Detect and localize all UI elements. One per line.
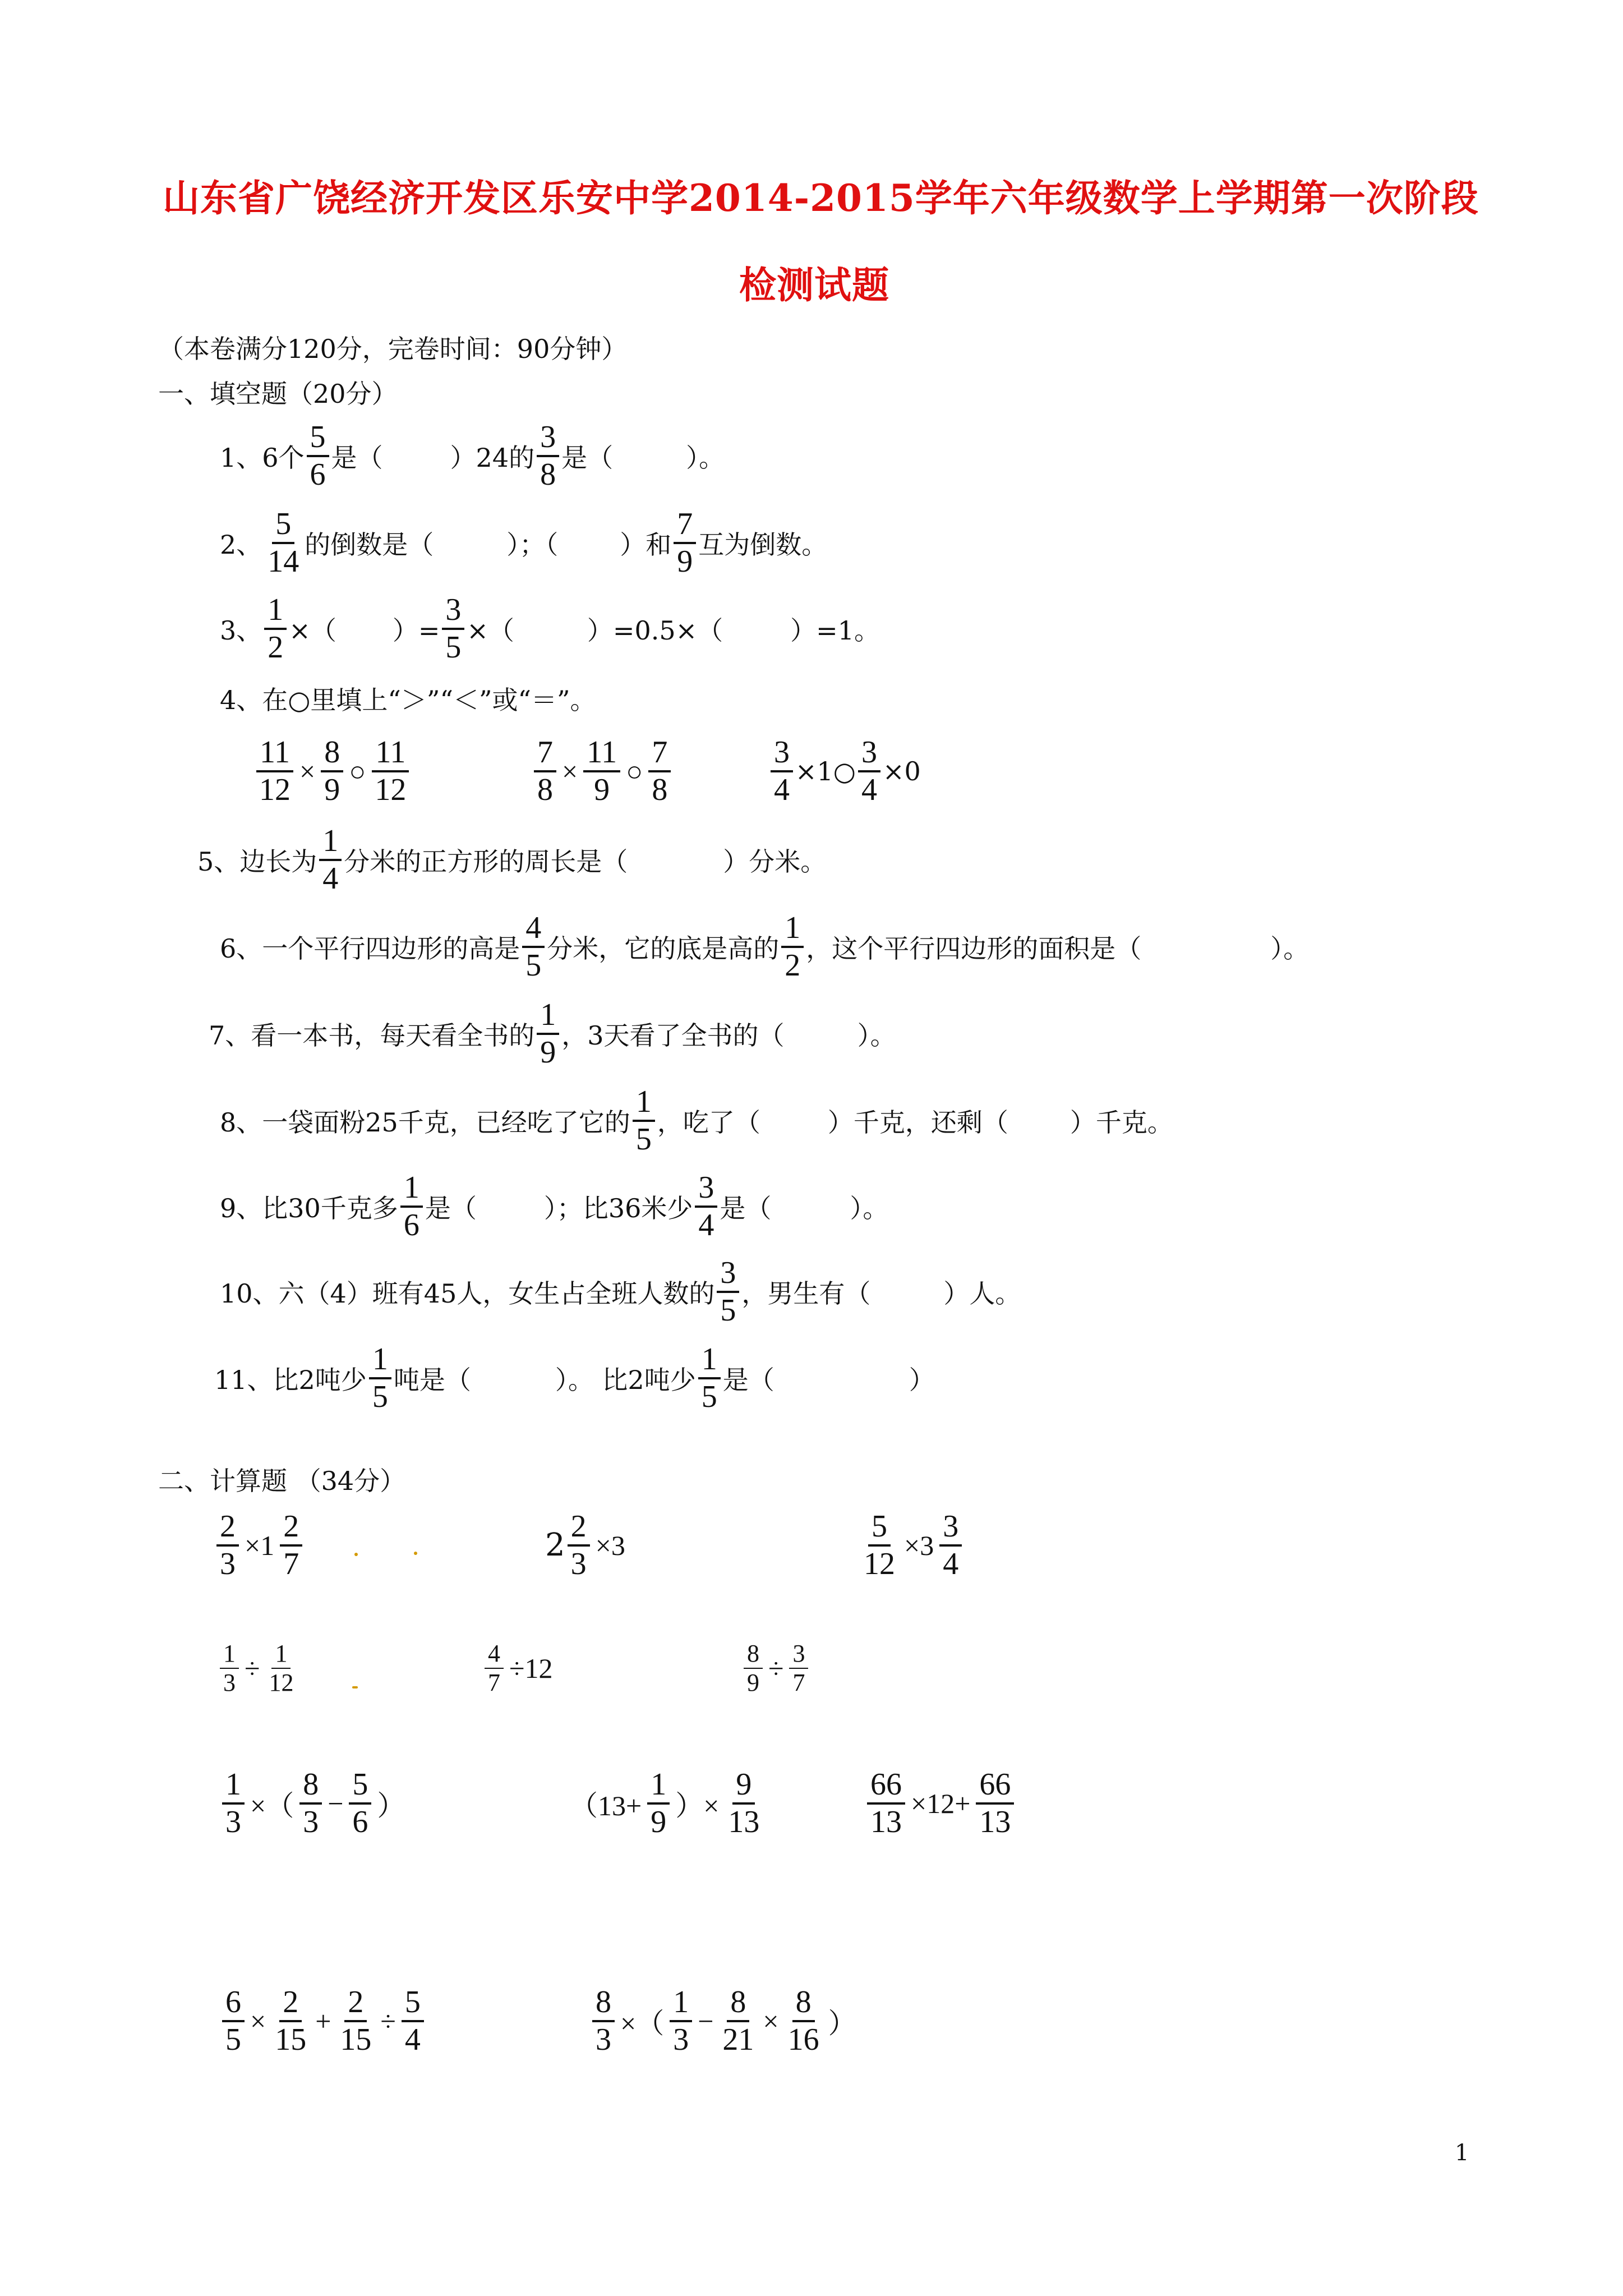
q3-text-e: ）=0.5×（ <box>587 615 723 646</box>
fraction <box>725 1768 763 1839</box>
denominator: 4 <box>774 772 790 807</box>
fraction <box>781 912 804 982</box>
fraction <box>402 1986 424 2056</box>
denominator: 4 <box>698 1207 714 1243</box>
fraction <box>789 1641 808 1696</box>
q6-text-a: 6、一个平行四边形的高是 <box>220 933 520 964</box>
fraction <box>220 1641 239 1696</box>
fraction <box>485 1641 504 1696</box>
q9-text-e: ）。 <box>850 1193 889 1223</box>
numerator: 2 <box>216 1510 239 1547</box>
denominator: 7 <box>792 1669 805 1697</box>
operator: ÷ <box>380 2005 396 2037</box>
q6-text-d: ）。 <box>1270 933 1310 964</box>
fraction <box>222 1986 245 2056</box>
question-11 <box>214 1343 935 1414</box>
numerator: 1 <box>271 1641 291 1669</box>
numerator: 8 <box>744 1641 763 1669</box>
numerator: 5 <box>307 421 329 457</box>
denominator: 12 <box>375 772 407 807</box>
numerator: 1 <box>264 593 287 630</box>
numerator: 3 <box>442 593 464 630</box>
numerator: 2 <box>568 1510 590 1547</box>
open-paren: （13+ <box>570 1789 642 1821</box>
operator: ×3 <box>904 1529 934 1561</box>
numerator: 8 <box>792 1986 815 2022</box>
numerator: 8 <box>321 736 343 772</box>
title-line-1: 山东省广饶经济开发区乐安中学2014-2015学年六年级数学上学期第一次阶段 <box>163 176 1479 220</box>
stray-dash <box>352 1686 358 1688</box>
fraction <box>336 1986 375 2056</box>
fraction <box>633 1085 655 1156</box>
numerator: 7 <box>534 736 556 772</box>
denominator: 13 <box>728 1804 760 1839</box>
numerator: 2 <box>280 1510 302 1547</box>
fraction <box>534 736 556 807</box>
q2-text-d: ）和 <box>620 529 672 560</box>
calc-11 <box>590 1986 860 2056</box>
numerator: 3 <box>939 1510 962 1547</box>
compare-circle[interactable]: ○ <box>349 755 366 787</box>
q10-text-b: ，男生有（ <box>741 1278 871 1309</box>
numerator: 3 <box>789 1641 808 1669</box>
question-3 <box>220 593 880 664</box>
question-10 <box>220 1257 1021 1327</box>
denominator: 5 <box>225 2022 241 2057</box>
fraction <box>299 1768 322 1839</box>
denominator: 9 <box>677 544 693 579</box>
numerator: 11 <box>256 736 293 772</box>
q2-text-b: 的倒数是（ <box>305 529 434 560</box>
numerator: 3 <box>537 421 559 457</box>
numerator: 7 <box>648 736 671 772</box>
fraction <box>698 1343 721 1414</box>
calc-7 <box>220 1768 408 1839</box>
numerator: 1 <box>537 999 559 1035</box>
fraction <box>264 508 302 578</box>
denominator: 9 <box>594 772 610 807</box>
q3-text-g: ）=1。 <box>790 615 880 646</box>
fraction <box>648 736 671 807</box>
title-line-2: 检测试题 <box>739 263 889 307</box>
question-8 <box>220 1085 1173 1156</box>
fraction <box>537 421 559 491</box>
denominator: 15 <box>275 2022 307 2057</box>
numerator: 1 <box>781 912 804 948</box>
numerator: 1 <box>400 1171 423 1208</box>
numerator: 8 <box>592 1986 615 2022</box>
numerator: 1 <box>670 1986 692 2022</box>
denominator: 3 <box>225 1804 241 1839</box>
calc-10 <box>220 1986 426 2056</box>
fraction <box>264 593 287 664</box>
denominator: 8 <box>537 772 553 807</box>
calc-5 <box>482 1641 556 1696</box>
fraction <box>670 1986 692 2056</box>
denominator: 12 <box>269 1669 294 1697</box>
numerator: 3 <box>695 1171 717 1208</box>
fraction <box>256 736 294 807</box>
q5-text-c: ）分米。 <box>723 846 827 877</box>
fraction <box>280 1510 302 1581</box>
numerator: 11 <box>583 736 620 772</box>
fraction <box>583 736 620 807</box>
stray-dot <box>414 1552 417 1555</box>
denominator: 21 <box>722 2022 754 2057</box>
fraction <box>216 1510 239 1581</box>
denominator: 5 <box>525 947 542 983</box>
compare-middle[interactable]: ×1○ <box>795 756 856 786</box>
q5-text-a: 5、边长为 <box>197 846 317 877</box>
q3-text-d: ×（ <box>467 615 514 646</box>
q11-text-d: 是（ <box>722 1364 774 1395</box>
denominator: 3 <box>673 2022 689 2057</box>
operator: ÷ <box>768 1653 784 1685</box>
denominator: 9 <box>651 1804 667 1839</box>
close-paren: ） <box>828 2007 856 2039</box>
denominator: 5 <box>635 1121 652 1157</box>
numerator: 11 <box>372 736 409 772</box>
denominator: 9 <box>747 1669 759 1697</box>
compare-expression-2 <box>532 736 673 807</box>
fraction <box>695 1171 717 1242</box>
q3-text-a: 3、 <box>220 615 262 646</box>
numerator: 3 <box>771 736 793 772</box>
q3-text-c: ）= <box>392 615 440 646</box>
denominator: 13 <box>979 1804 1011 1839</box>
compare-expression-1 <box>253 736 412 807</box>
numerator: 9 <box>732 1768 755 1805</box>
fraction <box>647 1768 670 1839</box>
numerator: 1 <box>647 1768 670 1805</box>
q11-text-b: 吨是（ <box>393 1364 471 1395</box>
numerator: 2 <box>279 1986 302 2022</box>
fraction <box>976 1768 1014 1839</box>
denominator: 3 <box>570 1546 587 1581</box>
fraction <box>771 736 793 807</box>
numerator: 1 <box>220 1641 239 1669</box>
fraction <box>307 421 329 491</box>
operator: − <box>698 2005 714 2037</box>
denominator: 3 <box>223 1669 236 1697</box>
denominator: 6 <box>352 1804 368 1839</box>
q11-text-e: ） <box>909 1364 935 1395</box>
fraction <box>371 736 409 807</box>
fraction <box>744 1641 763 1696</box>
question-6 <box>220 912 1309 982</box>
q11-text-c: ）。 比2吨少 <box>555 1364 696 1395</box>
denominator: 2 <box>785 947 801 983</box>
fraction <box>522 912 545 982</box>
q2-text-a: 2、 <box>220 529 262 560</box>
compare-circle[interactable]: ○ <box>626 755 643 787</box>
fraction <box>271 1986 310 2056</box>
fraction <box>719 1986 757 2056</box>
operator: ×3 <box>595 1529 625 1561</box>
calc-1 <box>214 1510 305 1581</box>
denominator: 9 <box>540 1034 556 1070</box>
section-2-title: 二、计算题 （34分） <box>158 1466 406 1496</box>
denominator: 5 <box>445 629 462 665</box>
fraction <box>321 736 343 807</box>
calc-6 <box>741 1641 810 1696</box>
fraction <box>858 736 880 807</box>
fraction <box>939 1510 962 1581</box>
denominator: 3 <box>303 1804 319 1839</box>
q8-text-a: 8、一袋面粉25千克，已经吃了它的 <box>220 1107 630 1138</box>
fraction <box>592 1986 615 2056</box>
q9-text-d: 是（ <box>720 1193 772 1223</box>
denominator: 4 <box>943 1546 959 1581</box>
question-2 <box>220 508 827 578</box>
question-9 <box>220 1171 888 1242</box>
denominator: 8 <box>652 772 668 807</box>
numerator: 3 <box>858 736 880 772</box>
exam-info: （本卷满分120分，完卷时间：90分钟） <box>158 334 628 364</box>
stray-dot <box>354 1553 358 1556</box>
calc-3 <box>858 1510 964 1581</box>
question-7 <box>209 999 896 1069</box>
fraction <box>537 999 559 1069</box>
numerator: 1 <box>222 1768 245 1805</box>
denominator: 8 <box>540 457 556 492</box>
q7-text-a: 7、看一本书，每天看全书的 <box>209 1020 535 1051</box>
denominator: 6 <box>403 1207 419 1243</box>
denominator: 5 <box>701 1379 717 1414</box>
operator: − <box>328 1787 344 1819</box>
numerator: 8 <box>299 1768 322 1805</box>
question-5 <box>197 825 826 895</box>
numerator: 1 <box>319 825 342 861</box>
denominator: 15 <box>340 2022 372 2057</box>
fraction <box>369 1343 391 1414</box>
q9-text-c: ）；比36米少 <box>543 1193 693 1223</box>
q10-text-a: 10、六（4）班有45人，女生占全班人数的 <box>220 1278 715 1309</box>
denominator: 7 <box>283 1546 299 1581</box>
operator: ×12+ <box>911 1787 971 1819</box>
fraction <box>860 1510 898 1581</box>
q10-text-c: ）人。 <box>943 1278 1021 1309</box>
fraction <box>265 1641 297 1696</box>
numerator: 4 <box>485 1641 504 1669</box>
numerator: 1 <box>369 1343 391 1379</box>
q9-text-b: 是（ <box>425 1193 477 1223</box>
section-1-title: 一、填空题（20分） <box>158 379 398 409</box>
fraction <box>400 1171 423 1242</box>
q2-text-e: 互为倒数。 <box>698 529 828 560</box>
denominator: 4 <box>322 861 339 896</box>
calc-9 <box>865 1768 1016 1839</box>
q1-text-b: 是（ <box>331 442 383 473</box>
fraction <box>674 508 696 578</box>
numerator: 1 <box>698 1343 721 1379</box>
operator: ×（ <box>620 2007 665 2039</box>
q1-text-c: ）24的 <box>450 442 535 473</box>
page-number: 1 <box>1455 2140 1469 2166</box>
operator: ÷12 <box>509 1653 553 1685</box>
operator: ×1 <box>245 1529 275 1561</box>
numerator: 66 <box>976 1768 1014 1805</box>
q1-text-a: 1、6个 <box>220 442 305 473</box>
q6-text-b: 分米，它的底是高的 <box>547 933 780 964</box>
q11-text-a: 11、比2吨少 <box>214 1364 367 1395</box>
operator: × <box>763 2005 779 2037</box>
denominator: 13 <box>870 1804 902 1839</box>
numerator: 4 <box>522 912 545 948</box>
numerator: 5 <box>272 508 294 544</box>
q6-text-c: ，这个平行四边形的面积是（ <box>806 933 1142 964</box>
q8-text-b: ，吃了（ <box>657 1107 760 1138</box>
q9-text-a: 9、比30千克多 <box>220 1193 398 1223</box>
calc-4 <box>218 1641 299 1696</box>
denominator: 9 <box>324 772 340 807</box>
q1-text-d: 是（ <box>561 442 614 473</box>
denominator: 12 <box>864 1546 895 1581</box>
operator: ）× <box>675 1789 720 1821</box>
q1-text-e: ）。 <box>686 442 725 473</box>
calc-2 <box>545 1510 629 1581</box>
operator: ×（ <box>250 1789 294 1821</box>
q2-text-c: ）；（ <box>506 529 559 560</box>
q7-text-c: ）。 <box>857 1020 896 1051</box>
compare-expression-3 <box>768 736 921 807</box>
question-1 <box>220 421 725 491</box>
denominator: 5 <box>720 1292 736 1328</box>
compare-tail: ×0 <box>882 756 921 786</box>
numerator: 2 <box>344 1986 367 2022</box>
q7-text-b: ，3天看了全书的（ <box>561 1020 785 1051</box>
fraction <box>785 1986 823 2056</box>
operator: ÷ <box>245 1653 260 1685</box>
denominator: 16 <box>787 2022 819 2057</box>
q8-text-d: ）千克。 <box>1069 1107 1173 1138</box>
operator: × <box>250 2005 266 2037</box>
multiply-sign: × <box>299 755 316 787</box>
numerator: 1 <box>633 1085 655 1122</box>
numerator: 5 <box>402 1986 424 2022</box>
close-paren: ） <box>377 1789 405 1821</box>
numerator: 6 <box>222 1986 245 2022</box>
denominator: 6 <box>310 457 326 492</box>
calc-8 <box>566 1768 765 1839</box>
whole-number: 2 <box>545 1527 565 1564</box>
denominator: 3 <box>220 1546 236 1581</box>
q8-text-c: ）千克，还剩（ <box>827 1107 1008 1138</box>
numerator: 3 <box>717 1257 739 1293</box>
numerator: 5 <box>349 1768 371 1805</box>
denominator: 14 <box>268 544 299 579</box>
denominator: 5 <box>372 1379 388 1414</box>
numerator: 7 <box>674 508 696 544</box>
denominator: 7 <box>488 1669 500 1697</box>
denominator: 3 <box>596 2022 611 2057</box>
fraction <box>222 1768 245 1839</box>
denominator: 2 <box>268 629 284 665</box>
question-4: 4、在○里填上“＞”“＜”或“＝”。 <box>220 685 596 715</box>
denominator: 12 <box>259 772 291 807</box>
q3-text-b: ×（ <box>289 615 336 646</box>
fraction <box>349 1768 371 1839</box>
numerator: 8 <box>727 1986 749 2022</box>
numerator: 66 <box>867 1768 905 1805</box>
fraction <box>319 825 342 895</box>
fraction <box>568 1510 590 1581</box>
q5-text-b: 分米的正方形的周长是（ <box>344 846 628 877</box>
fraction <box>867 1768 905 1839</box>
numerator: 5 <box>868 1510 891 1547</box>
denominator: 4 <box>861 772 877 807</box>
denominator: 4 <box>404 2022 421 2057</box>
fraction <box>442 593 464 664</box>
fraction <box>717 1257 739 1327</box>
multiply-sign: × <box>562 755 578 787</box>
operator: + <box>315 2005 331 2037</box>
